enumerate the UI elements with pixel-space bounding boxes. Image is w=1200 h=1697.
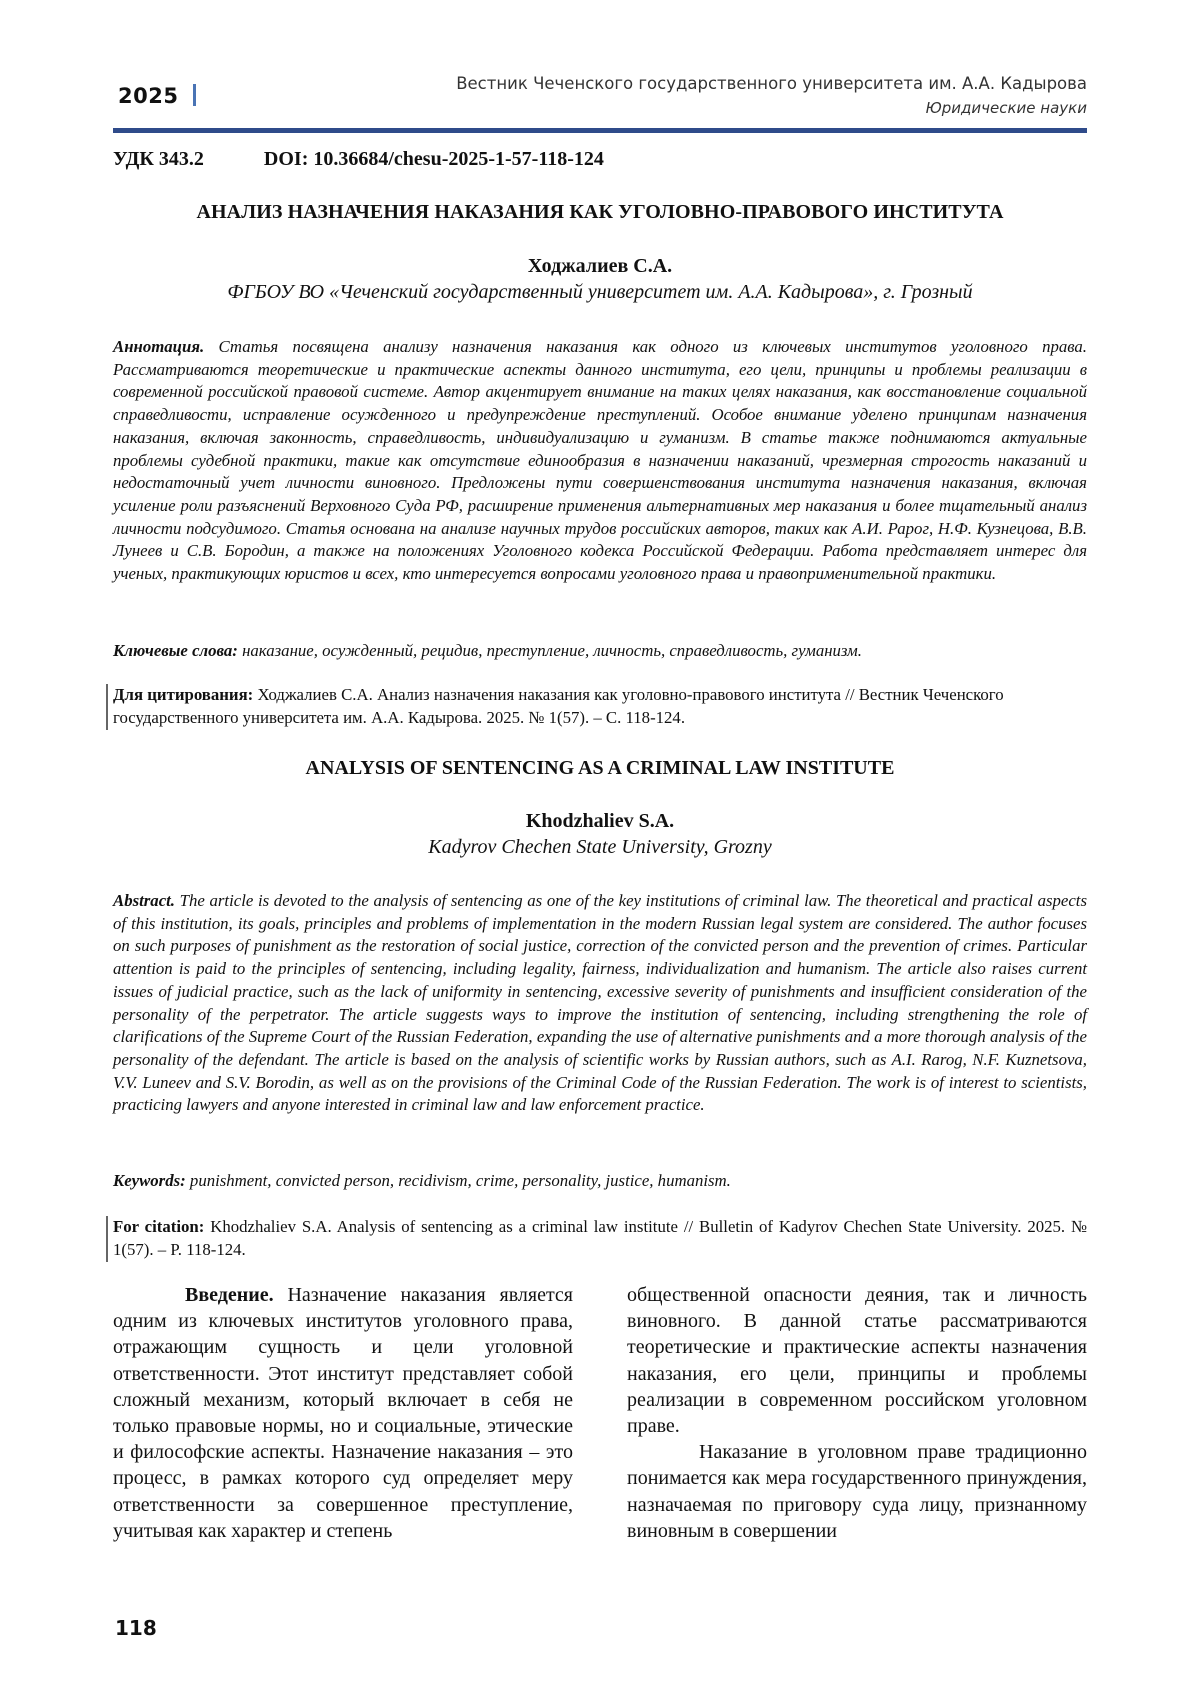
affiliation-en: Kadyrov Chechen State University, Grozny xyxy=(428,836,772,858)
keywords-en-label: Keywords: xyxy=(113,1171,186,1190)
abstract-ru-text: Статья посвящена анализу назначения наказания как одного из ключевых институтов уголовного права. Рассматриваются теоретические и практические аспекты данного института, его цели, принципы и проблемы реализации в современной российской правовой системе. Автор акцентирует внимание на таких целях наказания, как восстановление социальной справедливости, исправление осужденного и предупреждение преступлений. Особое внимание уделено принципам назначения наказания, включая законность, справедливость, индивидуализацию и гуманизм. В статье также поднимаются актуальные проблемы судебной практики, такие как отсутствие единообразия в назначении наказаний, чрезмерная строгость наказаний и недостаточный учет личности виновного. Предложены пути совершенствования института назначения наказания, включая усиление роли разъяснений Верховного Суда РФ, расширение применения альтернативных мер наказания и более тщательный анализ личности подсудимого. Статья основана на анализе научных трудов российских авторов, таких как А.И. Рарог, Н.Ф. Кузнецова, В.В. Лунеев и С.В. Бородин, а также на положениях Уголовного кодекса Российской Федерации. Работа представляет интерес для ученых, практикующих юристов и всех, кто интересуется вопросами уголовного права и правоприменительной практики. xyxy=(113,337,1087,584)
intro-paragraph xyxy=(113,1282,573,1544)
header-section: Юридические науки xyxy=(925,99,1087,117)
body-column-right xyxy=(627,1282,1087,1544)
citation-ru-label: Для цитирования: xyxy=(113,685,254,704)
article-meta xyxy=(113,148,604,171)
article-title-ru: АНАЛИЗ НАЗНАЧЕНИЯ НАКАЗАНИЯ КАК УГОЛОВНО-ПРАВОВОГО ИНСТИТУТА xyxy=(196,201,1004,223)
keywords-ru-text: наказание, осужденный, рецидив, преступление, личность, справедливость, гуманизм. xyxy=(242,641,862,660)
continued-paragraph: общественной опасности деяния, так и личность виновного. В данной статье рассматриваются теоретические и практические аспекты назначения наказания, его цели, принципы и проблемы реализации в современном российском уголовном праве. xyxy=(627,1284,1087,1438)
header-accent-bar xyxy=(193,84,196,106)
citation-en-bar xyxy=(106,1216,108,1262)
header-journal-title: Вестник Чеченского государственного университета им. А.А. Кадырова xyxy=(456,74,1087,93)
abstract-ru xyxy=(113,336,1087,586)
doi: DOI: 10.36684/chesu-2025-1-57-118-124 xyxy=(263,148,604,170)
keywords-ru xyxy=(113,640,1087,663)
citation-en-label: For citation: xyxy=(113,1217,205,1236)
punishment-paragraph: Наказание в уголовном праве традиционно понимается как мера государственного принуждения, назначаемая по приговору суда лицу, признанному виновным в совершении xyxy=(627,1441,1087,1542)
page-number: 118 xyxy=(115,1616,157,1640)
article-title-en: ANALYSIS OF SENTENCING AS A CRIMINAL LAW INSTITUTE xyxy=(305,757,895,779)
author-ru: Ходжалиев С.А. xyxy=(527,255,673,277)
udk-code: УДК 343.2 xyxy=(113,148,204,170)
header-rule xyxy=(113,128,1087,133)
abstract-en xyxy=(113,890,1087,1117)
intro-text: Назначение наказания является одним из ключевых институтов уголовного права, отражающим сущность и цели уголовной ответственности. Этот институт представляет собой сложный механизм, который включает в себя не только правовые нормы, но и социальные, этические и философские аспекты. Назначение наказания – это процесс, в рамках которого суд определяет меру ответственности за совершенное преступление, учитывая как характер и степень xyxy=(113,1284,574,1542)
abstract-en-text: The article is devoted to the analysis of sentencing as one of the key institutions of criminal law. The theoretical and practical aspects of this institution, its goals, principles and problems of implementation in the modern Russian legal system are considered. The author focuses on such purposes of punishment as the restoration of social justice, correction of the convicted person and the prevention of crimes. Particular attention is paid to the principles of sentencing, including legality, fairness, individualization and humanism. The article also raises current issues of judicial practice, such as the lack of uniformity in sentencing, excessive severity of punishments and insufficient consideration of the personality of the perpetrator. The article suggests ways to improve the institution of sentencing, including strengthening the role of clarifications of the Supreme Court of the Russian Federation, expanding the use of alternative punishments and a more thorough analysis of the personality of the defendant. The article is based on the analysis of scientific works by Russian authors, such as A.I. Rarog, N.F. Kuznetsova, V.V. Luneev and S.V. Borodin, as well as on the provisions of the Criminal Code of the Russian Federation. The work is of interest to scientists, practicing lawyers and anyone interested in criminal law and law enforcement practice. xyxy=(113,891,1087,1115)
citation-ru-bar xyxy=(106,684,108,730)
citation-en-text: Khodzhaliev S.A. Analysis of sentencing as a criminal law institute // Bulletin of Kadyrov Chechen State University. 2025. № 1(57). – P. 118-124. xyxy=(113,1217,1087,1259)
abstract-ru-label: Аннотация. xyxy=(113,337,205,356)
keywords-ru-label: Ключевые слова: xyxy=(113,641,238,660)
keywords-en xyxy=(113,1170,1087,1193)
intro-label: Введение. xyxy=(185,1284,274,1306)
header-year: 2025 xyxy=(118,84,179,108)
author-en: Khodzhaliev S.A. xyxy=(525,810,675,832)
abstract-en-label: Abstract. xyxy=(113,891,176,910)
keywords-en-text: punishment, convicted person, recidivism, crime, personality, justice, humanism. xyxy=(189,1171,731,1190)
citation-en xyxy=(113,1216,1087,1261)
body-column-left xyxy=(113,1282,573,1544)
citation-ru xyxy=(113,684,1087,729)
affiliation-ru: ФГБОУ ВО «Чеченский государственный университет им. А.А. Кадырова», г. Грозный xyxy=(227,281,973,303)
citation-ru-text: Ходжалиев С.А. Анализ назначения наказания как уголовно-правового института // Вестник Чеченского государственного университета им. А.А. Кадырова. 2025. № 1(57). – С. 118-124. xyxy=(113,685,1004,727)
